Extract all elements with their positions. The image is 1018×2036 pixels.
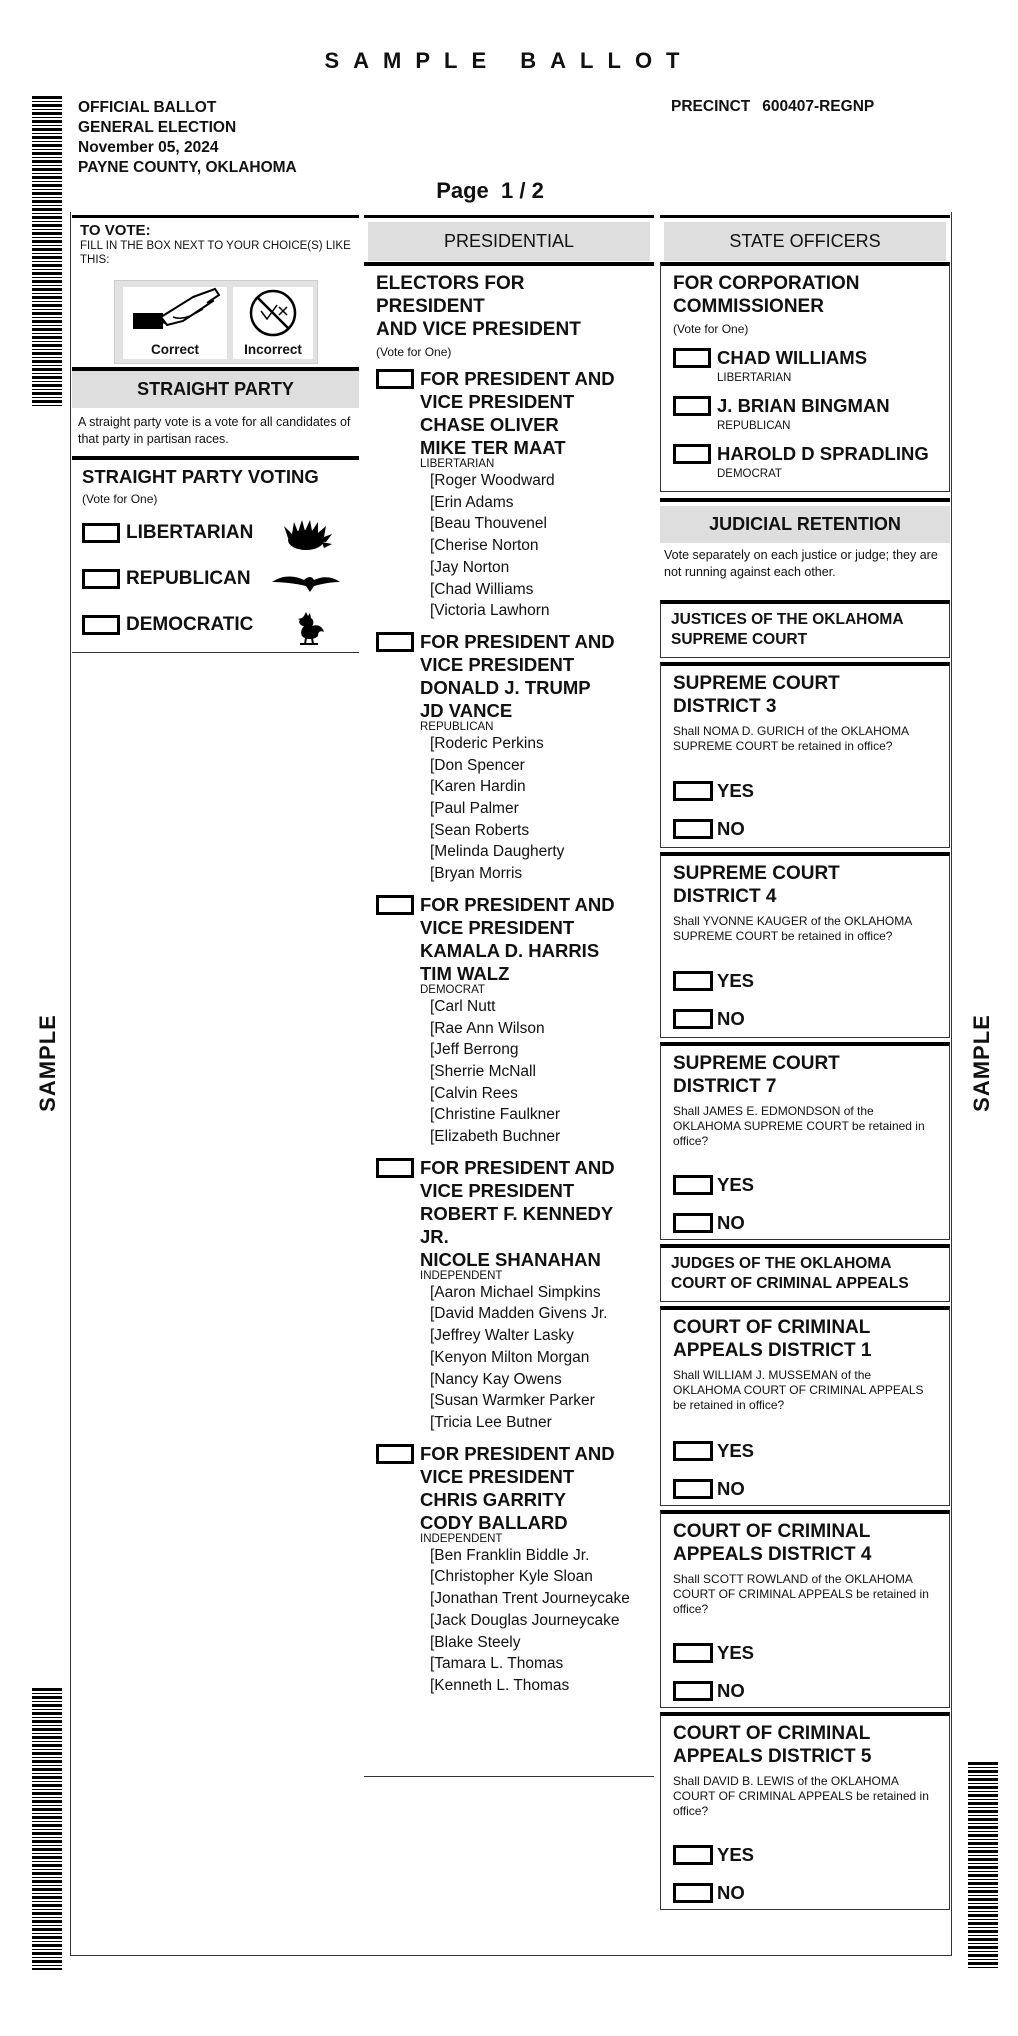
column-left [72, 215, 359, 653]
elector-list [430, 996, 644, 1148]
race-title-line: AND VICE PRESIDENT [376, 319, 581, 340]
instructions-text: FILL IN THE BOX NEXT TO YOUR CHOICE(S) LIKE THIS: [80, 240, 351, 266]
candidate-option-trump[interactable] [376, 630, 644, 885]
candidate-line: CODY BALLARD [420, 1511, 568, 1533]
correct-example [123, 287, 227, 359]
elector-name: [Rae Ann Wilson [430, 1019, 545, 1037]
vote-box[interactable] [673, 1441, 713, 1461]
side-sample-right: SAMPLE [969, 1014, 994, 1112]
elector-name: [Jonathan Trent Journeycake [430, 1590, 630, 1608]
elector-name: [Kenneth L. Thomas [430, 1676, 570, 1694]
elector-name: [David Madden Givens Jr. [430, 1305, 608, 1323]
no-option[interactable] [673, 1008, 745, 1030]
instructions-title: TO VOTE: [80, 222, 151, 239]
retention-question [660, 1042, 950, 1240]
elector-name: [Don Spencer [430, 756, 525, 774]
yes-label: YES [717, 1642, 755, 1663]
retention-question [660, 1712, 950, 1910]
yes-option[interactable] [673, 780, 754, 802]
candidate-line: TIM WALZ [420, 962, 510, 984]
state-officers-header-label: STATE OFFICERS [664, 222, 946, 261]
vote-box[interactable] [673, 1213, 713, 1233]
mark-examples [114, 280, 318, 364]
vote-box[interactable] [673, 1681, 713, 1701]
candidate-option-harris[interactable] [376, 893, 644, 1148]
question-title-line: DISTRICT 7 [673, 1076, 777, 1097]
vote-box[interactable] [376, 1158, 414, 1178]
candidate-line: DONALD J. TRUMP [420, 676, 591, 698]
instructions [72, 215, 359, 367]
retention-question [660, 1306, 950, 1506]
candidate-party: LIBERTARIAN [420, 458, 495, 470]
race-presidential-electors [364, 262, 654, 1697]
yes-option[interactable] [673, 1642, 754, 1664]
elector-list [430, 1545, 644, 1697]
correct-label: Correct [150, 342, 199, 357]
header-line: PAYNE COUNTY, OKLAHOMA [78, 159, 297, 176]
vote-box[interactable] [82, 615, 120, 635]
judicial-retention-section [660, 498, 950, 594]
elector-name: [Aaron Michael Simpkins [430, 1283, 601, 1301]
race-title [673, 272, 939, 318]
candidate-line: JR. [420, 1225, 449, 1247]
candidate-line: NICOLE SHANAHAN [420, 1248, 601, 1270]
question-title [673, 1520, 939, 1566]
question-text: Shall JAMES E. EDMONDSON of the OKLAHOMA SUPREME COURT be retained in office? [673, 1104, 925, 1148]
elector-list [430, 733, 644, 885]
candidate-line: FOR PRESIDENT AND [420, 1156, 615, 1178]
elector-name: [Victoria Lawhorn [430, 602, 550, 620]
no-option[interactable] [673, 1478, 745, 1500]
rooster-icon [290, 610, 326, 646]
elector-name: [Bryan Morris [430, 865, 523, 883]
candidate-option-williams[interactable] [673, 348, 867, 368]
party-option-republican[interactable] [82, 568, 251, 590]
straight-party-note: A straight party vote is a vote for all candidates of that party in partisan races. [78, 415, 351, 446]
appeals-court-header-label: JUDGES OF THE OKLAHOMA COURT OF CRIMINAL APPEALS [671, 1255, 909, 1292]
question-title-line: SUPREME COURT [673, 1053, 840, 1074]
race-title [376, 272, 644, 341]
candidate-line: VICE PRESIDENT [420, 653, 575, 675]
elector-name: [Cherise Norton [430, 537, 539, 555]
question-title-line: APPEALS DISTRICT 1 [673, 1340, 872, 1361]
column-presidential [364, 215, 654, 1697]
elector-list [430, 1282, 644, 1434]
vote-box[interactable] [376, 369, 414, 389]
no-label: NO [717, 1212, 745, 1233]
elector-name: [Tamara L. Thomas [430, 1655, 564, 1673]
candidate-line: FOR PRESIDENT AND [420, 893, 615, 915]
elector-name: [Carl Nutt [430, 997, 496, 1015]
barcode-bottom-right [968, 1762, 998, 1968]
elector-name: [Blake Steely [430, 1633, 521, 1651]
question-title-line: APPEALS DISTRICT 4 [673, 1544, 872, 1565]
vote-box[interactable] [673, 1643, 713, 1663]
vote-box[interactable] [673, 1479, 713, 1499]
no-option[interactable] [673, 1212, 745, 1234]
candidate-names [420, 630, 644, 722]
retention-question [660, 662, 950, 848]
vote-box[interactable] [673, 1883, 713, 1903]
question-text: Shall YVONNE KAUGER of the OKLAHOMA SUPREME COURT be retained in office? [673, 914, 912, 943]
candidate-party: INDEPENDENT [420, 1532, 503, 1545]
elector-name: [Jeffrey Walter Lasky [430, 1327, 574, 1345]
candidate-line: FOR PRESIDENT AND [420, 1442, 615, 1464]
candidate-names [420, 893, 644, 985]
elector-name: [Beau Thouvenel [430, 515, 547, 533]
straight-party-voting [72, 456, 359, 653]
candidate-line: VICE PRESIDENT [420, 391, 575, 412]
state-officers-header [660, 215, 950, 262]
straight-party-band: STRAIGHT PARTY [72, 367, 359, 408]
yes-label: YES [717, 1174, 755, 1195]
candidate-party: DEMOCRAT [717, 468, 782, 480]
elector-name: [Roderic Perkins [430, 734, 544, 752]
no-label: NO [717, 1478, 745, 1499]
party-label: REPUBLICAN [126, 568, 251, 589]
vote-box[interactable] [376, 1444, 414, 1464]
race-corporation-commissioner [660, 262, 950, 492]
supreme-court-header [660, 600, 950, 658]
incorrect-example [233, 287, 313, 359]
porcupine-icon [282, 518, 334, 554]
elector-list [430, 470, 644, 622]
column-state-judicial [660, 215, 950, 1910]
yes-option[interactable] [673, 1440, 754, 1462]
question-title-line: SUPREME COURT [673, 673, 840, 694]
no-label: NO [717, 1008, 745, 1029]
yes-option[interactable] [673, 970, 754, 992]
vote-box[interactable] [82, 569, 120, 589]
question-text: Shall SCOTT ROWLAND of the OKLAHOMA COURT OF CRIMINAL APPEALS be retained in office? [673, 1572, 929, 1616]
question-title-line: DISTRICT 3 [673, 696, 777, 717]
vote-box[interactable] [673, 781, 713, 801]
question-text: Shall NOMA D. GURICH of the OKLAHOMA SUPREME COURT be retained in office? [673, 724, 909, 753]
elector-name: [Christine Faulkner [430, 1106, 561, 1124]
candidate-line: VICE PRESIDENT [420, 1179, 575, 1201]
candidate-line: VICE PRESIDENT [420, 1465, 575, 1487]
candidate-line: MIKE TER MAAT [420, 437, 566, 458]
precinct-id: 600407-REGNP [762, 98, 875, 115]
candidate-option-kennedy[interactable] [376, 1156, 644, 1434]
barcode-bottom-left [32, 1688, 62, 1970]
no-option[interactable] [673, 818, 745, 840]
vote-box[interactable] [673, 819, 713, 839]
question-title [673, 862, 939, 908]
candidate-names [420, 367, 644, 459]
judicial-retention-band: JUDICIAL RETENTION [660, 506, 950, 543]
elector-name: [Nancy Kay Owens [430, 1370, 562, 1388]
candidate-line: JD VANCE [420, 699, 513, 721]
question-title-line: COURT OF CRIMINAL [673, 1723, 871, 1744]
precinct-label: PRECINCT [671, 98, 751, 115]
ballot-header [78, 98, 297, 178]
elector-name: [Roger Woodward [430, 472, 555, 489]
vote-box[interactable] [673, 444, 711, 464]
incorrect-label: Incorrect [244, 342, 302, 357]
pen-filling-box-icon [123, 287, 227, 339]
no-option[interactable] [673, 1882, 745, 1904]
elector-name: [Susan Warmker Parker [430, 1392, 595, 1410]
precinct [671, 98, 874, 116]
yes-label: YES [717, 970, 755, 991]
question-title-line: SUPREME COURT [673, 863, 840, 884]
race-title-line: FOR CORPORATION [673, 273, 860, 294]
party-label: DEMOCRATIC [126, 614, 254, 635]
vote-box[interactable] [673, 396, 711, 416]
candidate-party: INDEPENDENT [420, 1269, 503, 1282]
question-title-line: APPEALS DISTRICT 5 [673, 1746, 872, 1767]
elector-name: [Melinda Daugherty [430, 843, 565, 861]
race-title-line: COMMISSIONER [673, 296, 824, 317]
vote-box[interactable] [673, 1009, 713, 1029]
party-option-libertarian[interactable] [82, 522, 253, 544]
yes-option[interactable] [673, 1174, 754, 1196]
candidate-party: LIBERTARIAN [717, 372, 792, 384]
candidate-name: J. BRIAN BINGMAN [717, 395, 890, 416]
party-option-democratic[interactable] [82, 614, 253, 636]
retention-question [660, 852, 950, 1038]
question-text: Shall WILLIAM J. MUSSEMAN of the OKLAHOMA COURT OF CRIMINAL APPEALS be retained in office? [673, 1368, 924, 1412]
race-title-line: PRESIDENT [376, 296, 485, 317]
elector-name: [Tricia Lee Butner [430, 1413, 552, 1431]
barcode-top-left [32, 96, 62, 406]
elector-name: [Sean Roberts [430, 821, 530, 839]
elector-name: [Ben Franklin Biddle Jr. [430, 1546, 590, 1564]
side-sample-left: SAMPLE [35, 1014, 60, 1112]
vote-box[interactable] [673, 971, 713, 991]
yes-label: YES [717, 1844, 755, 1865]
question-title-line: COURT OF CRIMINAL [673, 1317, 871, 1338]
race-title-line: ELECTORS FOR [376, 273, 525, 294]
appeals-court-header [660, 1244, 950, 1302]
candidate-party: REPUBLICAN [717, 420, 791, 432]
vote-box[interactable] [673, 1845, 713, 1865]
vote-for-one: (Vote for One) [82, 492, 158, 506]
elector-name: [Calvin Rees [430, 1084, 518, 1102]
elector-name: [Sherrie McNall [430, 1062, 536, 1080]
elector-name: [Elizabeth Buchner [430, 1128, 561, 1146]
candidate-party: DEMOCRAT [420, 983, 485, 996]
elector-name: [Erin Adams [430, 493, 514, 511]
no-label: NO [717, 1882, 745, 1903]
question-text: Shall DAVID B. LEWIS of the OKLAHOMA COURT OF CRIMINAL APPEALS be retained in office? [673, 1774, 929, 1818]
candidate-line: ROBERT F. KENNEDY [420, 1202, 614, 1224]
yes-label: YES [717, 1440, 755, 1461]
vote-for-one: (Vote for One) [376, 345, 452, 359]
candidate-party: REPUBLICAN [420, 720, 494, 733]
question-title [673, 1316, 939, 1362]
yes-label: YES [717, 780, 755, 801]
supreme-court-header-label: JUSTICES OF THE OKLAHOMA SUPREME COURT [671, 611, 903, 648]
elector-name: [Kenyon Milton Morgan [430, 1348, 590, 1366]
elector-name: [Paul Palmer [430, 800, 519, 818]
vote-box[interactable] [376, 632, 414, 652]
judicial-retention-note: Vote separately on each justice or judge; they are not running against each other. [664, 548, 938, 579]
candidate-line: CHRIS GARRITY [420, 1488, 566, 1510]
question-title-line: COURT OF CRIMINAL [673, 1521, 871, 1542]
elector-name: [Christopher Kyle Sloan [430, 1568, 593, 1586]
vote-box[interactable] [376, 895, 414, 915]
straight-party-title: STRAIGHT PARTY VOTING [82, 466, 319, 487]
question-title [673, 1052, 939, 1098]
no-label: NO [717, 818, 745, 839]
candidate-option-garrity[interactable] [376, 1442, 644, 1697]
no-option[interactable] [673, 1680, 745, 1702]
question-title [673, 672, 939, 718]
retention-question [660, 1510, 950, 1708]
elector-name: [Karen Hardin [430, 778, 526, 796]
candidate-line: CHASE OLIVER [420, 414, 559, 435]
candidate-option-spradling[interactable] [673, 444, 929, 464]
candidate-line: KAMALA D. HARRIS [420, 939, 600, 961]
candidate-names [420, 1442, 644, 1534]
elector-name: [Jeff Berrong [430, 1041, 519, 1059]
vote-box[interactable] [673, 1175, 713, 1195]
eagle-icon [270, 570, 342, 594]
no-label: NO [717, 1680, 745, 1701]
candidate-line: FOR PRESIDENT AND [420, 630, 615, 652]
question-title-line: DISTRICT 4 [673, 886, 777, 907]
candidate-option-oliver[interactable] [376, 367, 644, 622]
elector-name: [Chad Williams [430, 580, 534, 598]
party-label: LIBERTARIAN [126, 522, 254, 543]
vote-box[interactable] [82, 523, 120, 543]
header-line: OFFICIAL BALLOT [78, 99, 217, 116]
yes-option[interactable] [673, 1844, 754, 1866]
candidate-line: VICE PRESIDENT [420, 916, 575, 938]
ballot-title: SAMPLE BALLOT [324, 48, 694, 73]
presidential-header [364, 215, 654, 262]
page-number: Page 1 / 2 [436, 178, 544, 203]
candidate-names [420, 1156, 644, 1271]
candidate-line: FOR PRESIDENT AND [420, 368, 615, 389]
candidate-name: CHAD WILLIAMS [717, 347, 868, 368]
elector-name: [Jack Douglas Journeycake [430, 1611, 620, 1629]
presidential-header-label: PRESIDENTIAL [368, 222, 650, 261]
header-line: November 05, 2024 [78, 139, 219, 156]
candidate-option-bingman[interactable] [673, 396, 890, 416]
vote-box[interactable] [673, 348, 711, 368]
prohibited-check-icon [233, 287, 313, 339]
candidate-name: HAROLD D SPRADLING [717, 443, 929, 464]
elector-name: [Jay Norton [430, 558, 510, 576]
question-title [673, 1722, 939, 1768]
vote-for-one: (Vote for One) [673, 322, 749, 336]
presidential-bottom-rule [364, 1776, 654, 1777]
header-line: GENERAL ELECTION [78, 119, 237, 136]
